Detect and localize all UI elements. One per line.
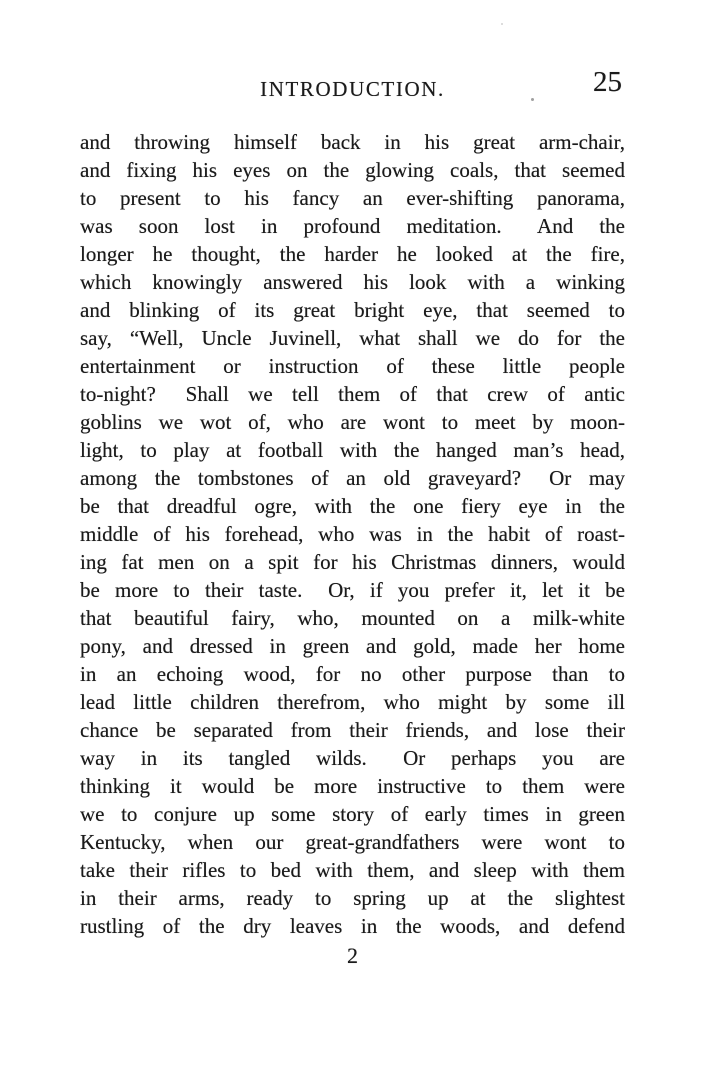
text-line: chance be separated from their friends, and lose their [80, 718, 625, 742]
scan-speck [531, 98, 534, 101]
running-title: INTRODUCTION. [260, 77, 445, 101]
text-line: pony, and dressed in green and gold, made her home [80, 634, 625, 658]
text-line: middle of his forehead, who was in the habit of roast- [80, 522, 625, 546]
page-body [80, 128, 625, 940]
scan-speck [501, 23, 503, 25]
text-line: was soon lost in profound meditation. And the [80, 214, 625, 238]
text-line: be more to their taste. Or, if you prefer it, let it be [80, 578, 625, 602]
text-line: lead little children therefrom, who might by some ill [80, 690, 625, 714]
text-line: ing fat men on a spit for his Christmas dinners, would [80, 550, 625, 574]
text-line: in an echoing wood, for no other purpose than to [80, 662, 625, 686]
text-line: rustling of the dry leaves in the woods, and defend [80, 914, 625, 938]
text-line: light, to play at football with the hanged man’s head, [80, 438, 625, 462]
text-line: in their arms, ready to spring up at the slightest [80, 886, 625, 910]
signature-mark: 2 [347, 943, 358, 968]
text-line: we to conjure up some story of early times in green [80, 802, 625, 826]
text-line: take their rifles to bed with them, and sleep with them [80, 858, 625, 882]
running-head [80, 66, 625, 104]
text-line: that beautiful fairy, who, mounted on a milk-white [80, 606, 625, 630]
text-line: goblins we wot of, who are wont to meet by moon- [80, 410, 625, 434]
text-line: entertainment or instruction of these little people [80, 354, 625, 378]
text-line: to present to his fancy an ever-shifting panorama, [80, 186, 625, 210]
text-line: and fixing his eyes on the glowing coals, that seemed [80, 158, 625, 182]
text-line: say, “Well, Uncle Juvinell, what shall we do for the [80, 326, 625, 350]
text-line: and blinking of its great bright eye, that seemed to [80, 298, 625, 322]
text-line: which knowingly answered his look with a winking [80, 270, 625, 294]
text-line: be that dreadful ogre, with the one fiery eye in the [80, 494, 625, 518]
text-line: Kentucky, when our great-grandfathers were wont to [80, 830, 625, 854]
page-number: 25 [593, 66, 622, 98]
text-line: longer he thought, the harder he looked at the fire, [80, 242, 625, 266]
text-line: way in its tangled wilds. Or perhaps you are [80, 746, 625, 770]
text-line: to-night? Shall we tell them of that crew of antic [80, 382, 625, 406]
text-line: among the tombstones of an old graveyard? Or may [80, 466, 625, 490]
text-line: and throwing himself back in his great arm-chair, [80, 130, 625, 154]
text-line: thinking it would be more instructive to them were [80, 774, 625, 798]
